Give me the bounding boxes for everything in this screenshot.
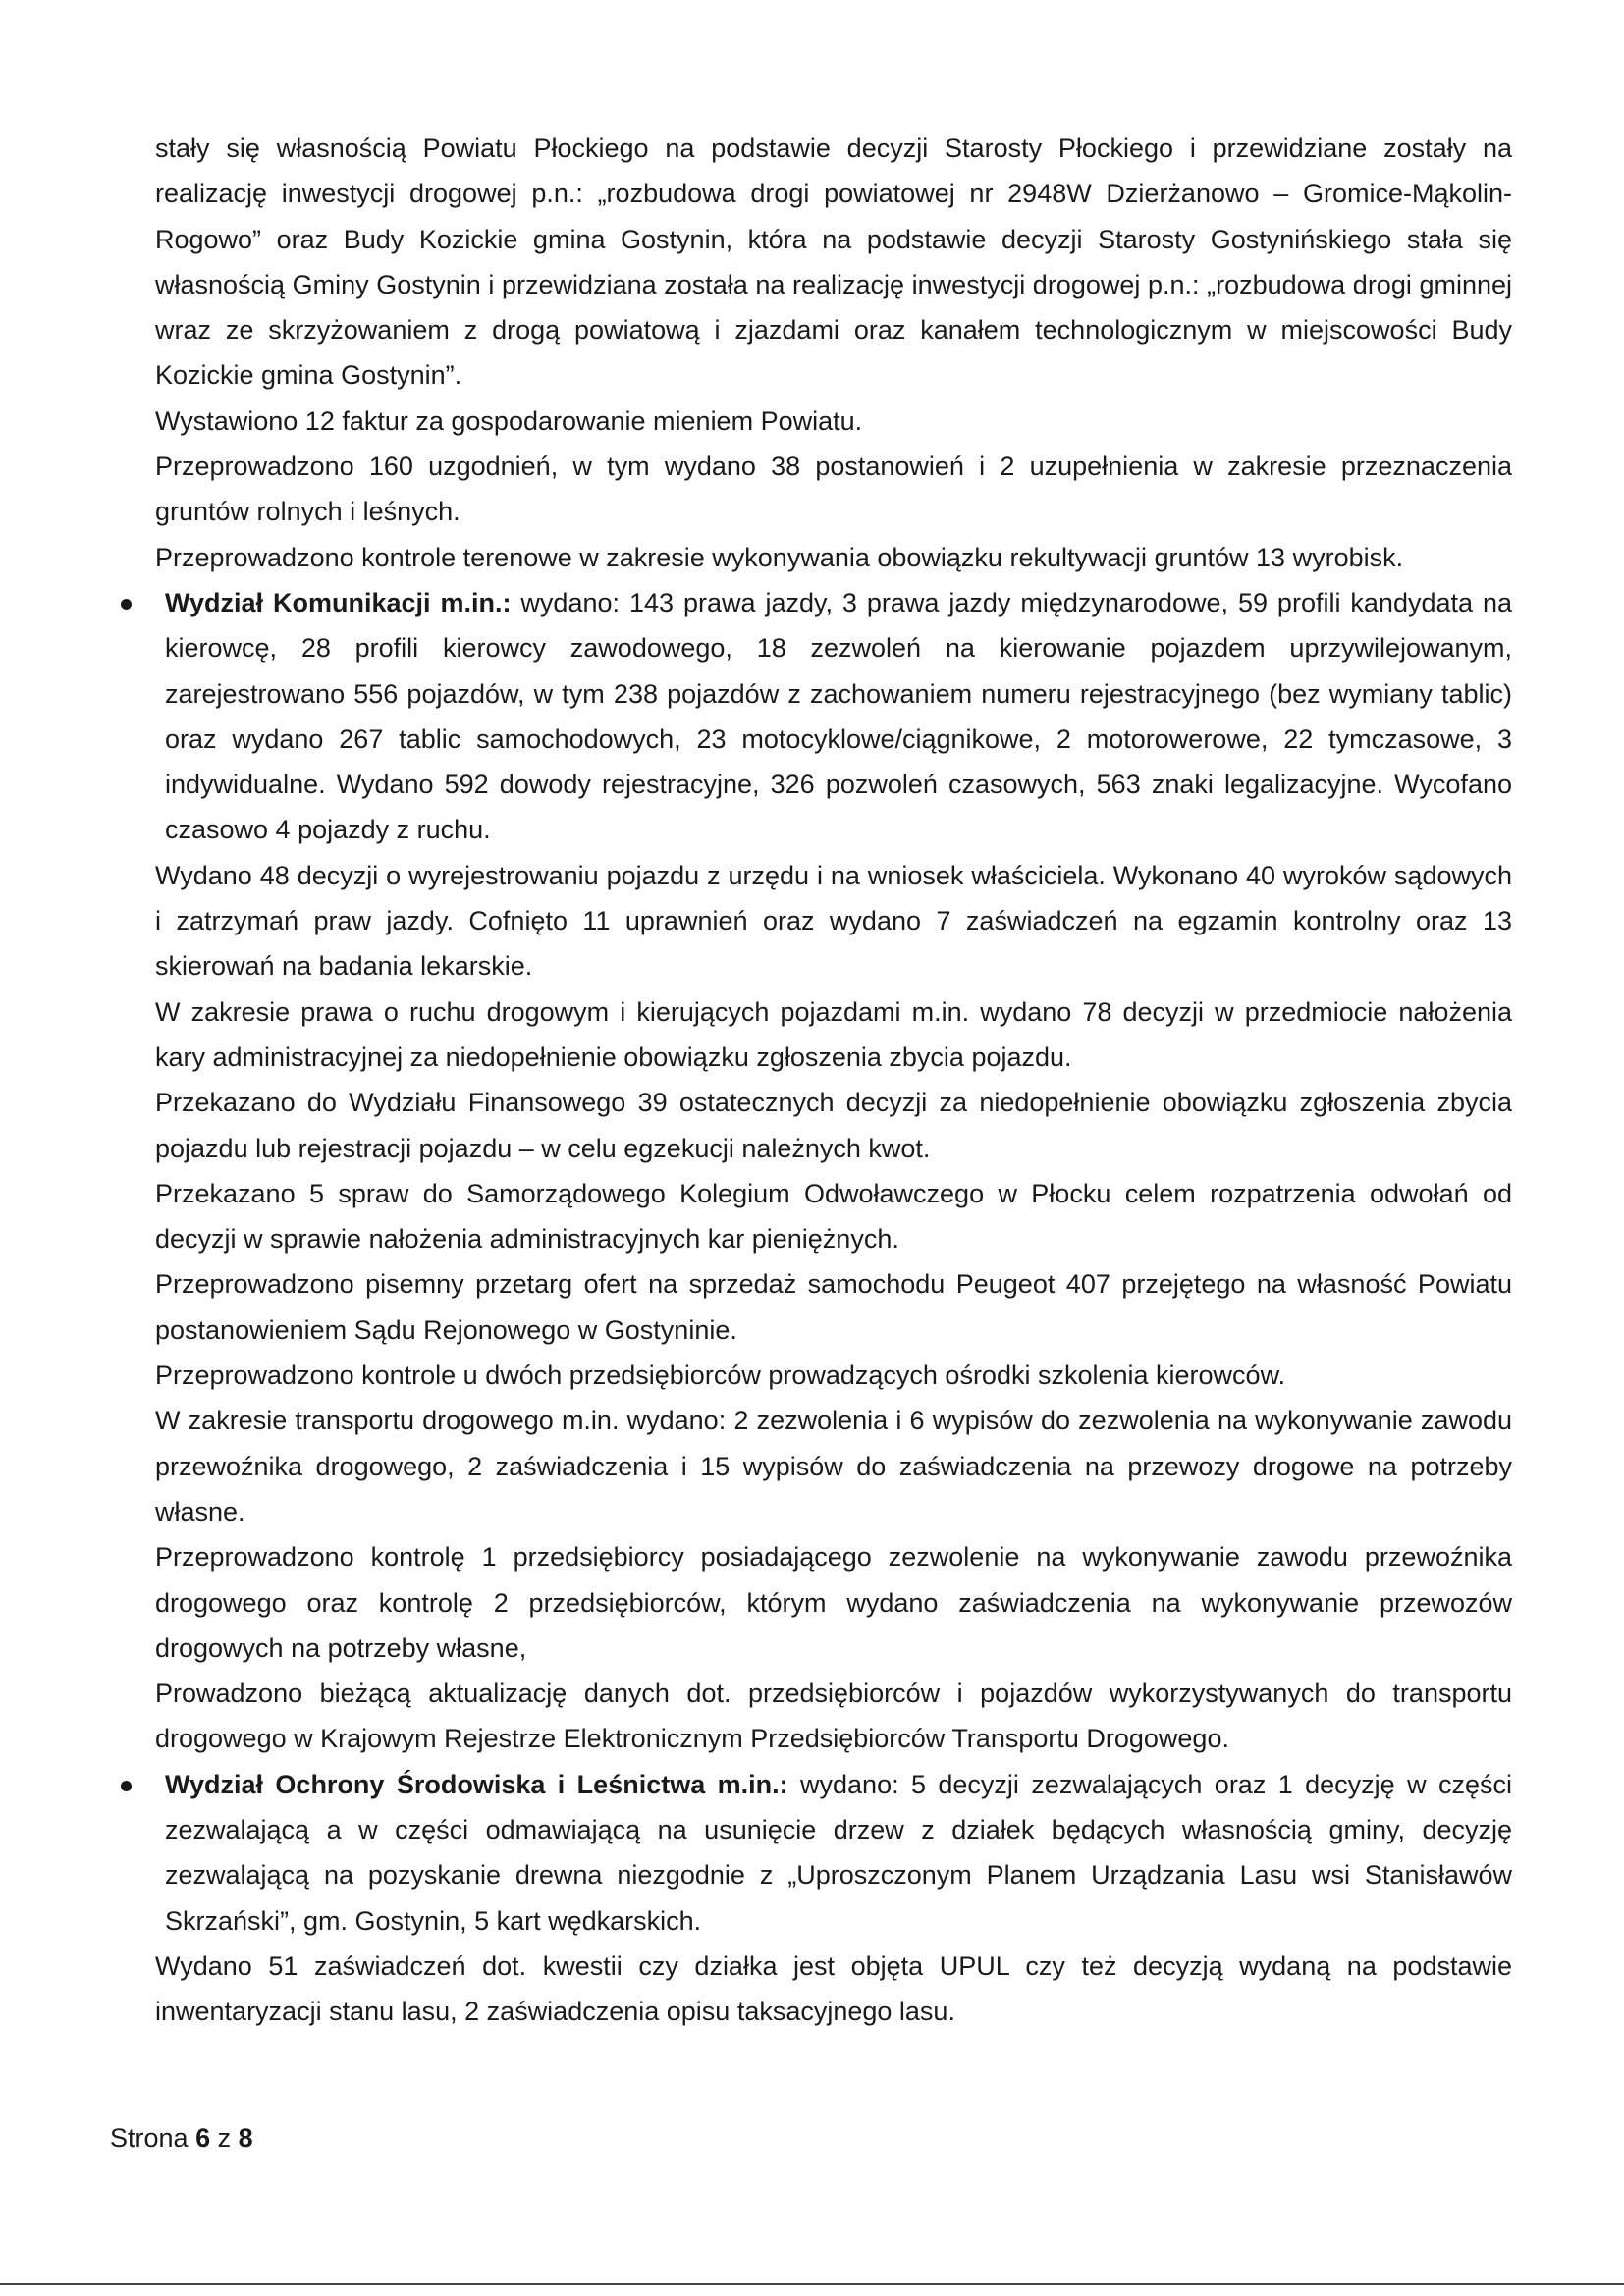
- paragraph: Przeprowadzono kontrolę 1 przedsiębiorcy posiadającego zezwolenie na wykonywanie zawodu przewoźnika drogowego oraz kontrolę 2 przedsiębiorców, którym wydano zaświadczenia na wykonywanie przewozów drogowych na potrzeby własne,: [155, 1542, 1512, 1663]
- paragraph: Wystawiono 12 faktur za gospodarowanie mieniem Powiatu.: [155, 405, 863, 436]
- paragraph: Przeprowadzono kontrole terenowe w zakresie wykonywania obowiązku rekultywacji gruntów 13 wyrobisk.: [155, 542, 1404, 572]
- list-item-srodowiska: [165, 1762, 1512, 1944]
- paragraph: Przeprowadzono 160 uzgodnień, w tym wydano 38 postanowień i 2 uzupełnienia w zakresie przeznaczenia gruntów rolnych i leśnych.: [155, 452, 1512, 527]
- scan-edge-line: [0, 2283, 1624, 2285]
- paragraph: Przekazano do Wydziału Finansowego 39 ostatecznych decyzji za niedopełnienie obowiązku zgłoszenia zbycia pojazdu lub rejestracji pojazdu – w celu egzekucji należnych kwot.: [155, 1088, 1512, 1163]
- page-number-total: 8: [238, 2123, 253, 2153]
- page-number-current: 6: [195, 2123, 211, 2153]
- list-item-komunikacji: [165, 580, 1512, 853]
- section-heading: Wydział Komunikacji m.in.:: [165, 587, 512, 617]
- paragraph: W zakresie prawa o ruchu drogowym i kierujących pojazdami m.in. wydano 78 decyzji w przedmiocie nałożenia kary administracyjnej za niedopełnienie obowiązku zgłoszenia zbycia pojazdu.: [155, 996, 1512, 1072]
- paragraph: Wydano 51 zaświadczeń dot. kwestii czy działka jest objęta UPUL czy też decyzją wydaną na podstawie inwentaryzacji stanu lasu, 2 zaświadczenia opisu taksacyjnego lasu.: [155, 1950, 1512, 2027]
- page-number-of: z: [210, 2123, 239, 2153]
- paragraph: Przeprowadzono pisemny przetarg ofert na sprzedaż samochodu Peugeot 407 przejętego na własność Powiatu postanowieniem Sądu Rejonowego w Gostyninie.: [155, 1269, 1512, 1345]
- paragraph: stały się własnością Powiatu Płockiego na podstawie decyzji Starosty Płockiego i przewidziane zostały na realizację inwestycji drogowej p.n.: „rozbudowa drogi powiatowej nr 2948W Dzierżanowo – Gromice-Mąkolin-Rogowo” oraz Budy Kozickie gmina Gostynin, która na podstawie decyzji Starosty Gostynińskiego stała się własnością Gminy Gostynin i przewidziana została na realizację inwestycji drogowej p.n.: „rozbudowa drogi gminnej wraz ze skrzyżowaniem z drogą powiatową i zjazdami oraz kanałem technologicznym w miejscowości Budy Kozickie gmina Gostynin”.: [155, 133, 1512, 391]
- paragraph: W zakresie transportu drogowego m.in. wydano: 2 zezwolenia i 6 wypisów do zezwolenia na wykonywanie zawodu przewoźnika drogowego, 2 zaświadczenia i 15 wypisów do zaświadczenia na przewozy drogowe na potrzeby własne.: [155, 1406, 1512, 1526]
- bullet-icon: [121, 599, 132, 610]
- paragraph: Przekazano 5 spraw do Samorządowego Kolegium Odwoławczego w Płocku celem rozpatrzenia odwołań od decyzji w sprawie nałożenia administracyjnych kar pieniężnych.: [155, 1178, 1512, 1255]
- section-heading: Wydział Ochrony Środowiska i Leśnictwa m.in.:: [165, 1769, 788, 1799]
- section-lead: wydano: 143 prawa jazdy, 3 prawa jazdy międzynarodowe, 59 profili kandydata na kierowcę, 28 profili kierowcy zawodowego, 18 zezwoleń na kierowanie pojazdem uprzywilejowanym, zarejestrowano 556 pojazdów, w tym 238 pojazdów z zachowaniem numeru rejestracyjnego (bez wymiany tablic) oraz wydano 267 tablic samochodowych, 23 motocyklowe/ciągnikowe, 2 motorowerowe, 22 tymczasowe, 3 indywidualne. Wydano 592 dowody rejestracyjne, 326 pozwoleń czasowych, 563 znaki legalizacyjne. Wycofano czasowo 4 pojazdy z ruchu.: [165, 587, 1512, 845]
- section-lead: wydano: 5 decyzji zezwalających oraz 1 decyzję w części zezwalającą a w części odmawiającą na usunięcie drzew z działek będących własnością gminy, decyzję zezwalającą na pozyskanie drewna niezgodnie z „Uproszczonym Planem Urządzania Lasu wsi Stanisławów Skrzański”, gm. Gostynin, 5 kart wędkarskich.: [165, 1769, 1512, 1936]
- paragraph: Przeprowadzono kontrole u dwóch przedsiębiorców prowadzących ośrodki szkolenia kierowców.: [155, 1361, 1286, 1391]
- page-number: [110, 2120, 253, 2156]
- document-body: [155, 126, 1512, 2034]
- bullet-icon: [121, 1781, 132, 1791]
- paragraph: Prowadzono bieżącą aktualizację danych dot. przedsiębiorców i pojazdów wykorzystywanych do transportu drogowego w Krajowym Rejestrze Elektronicznym Przedsiębiorców Transportu Drogowego.: [155, 1679, 1512, 1754]
- page-number-label: Strona: [110, 2123, 196, 2153]
- paragraph: Wydano 48 decyzji o wyrejestrowaniu pojazdu z urzędu i na wniosek właściciela. Wykonano 40 wyroków sądowych i zatrzymań praw jazdy. Cofnięto 11 uprawnień oraz wydano 7 zaświadczeń na egzamin kontrolny oraz 13 skierowań na badania lekarskie.: [155, 860, 1512, 982]
